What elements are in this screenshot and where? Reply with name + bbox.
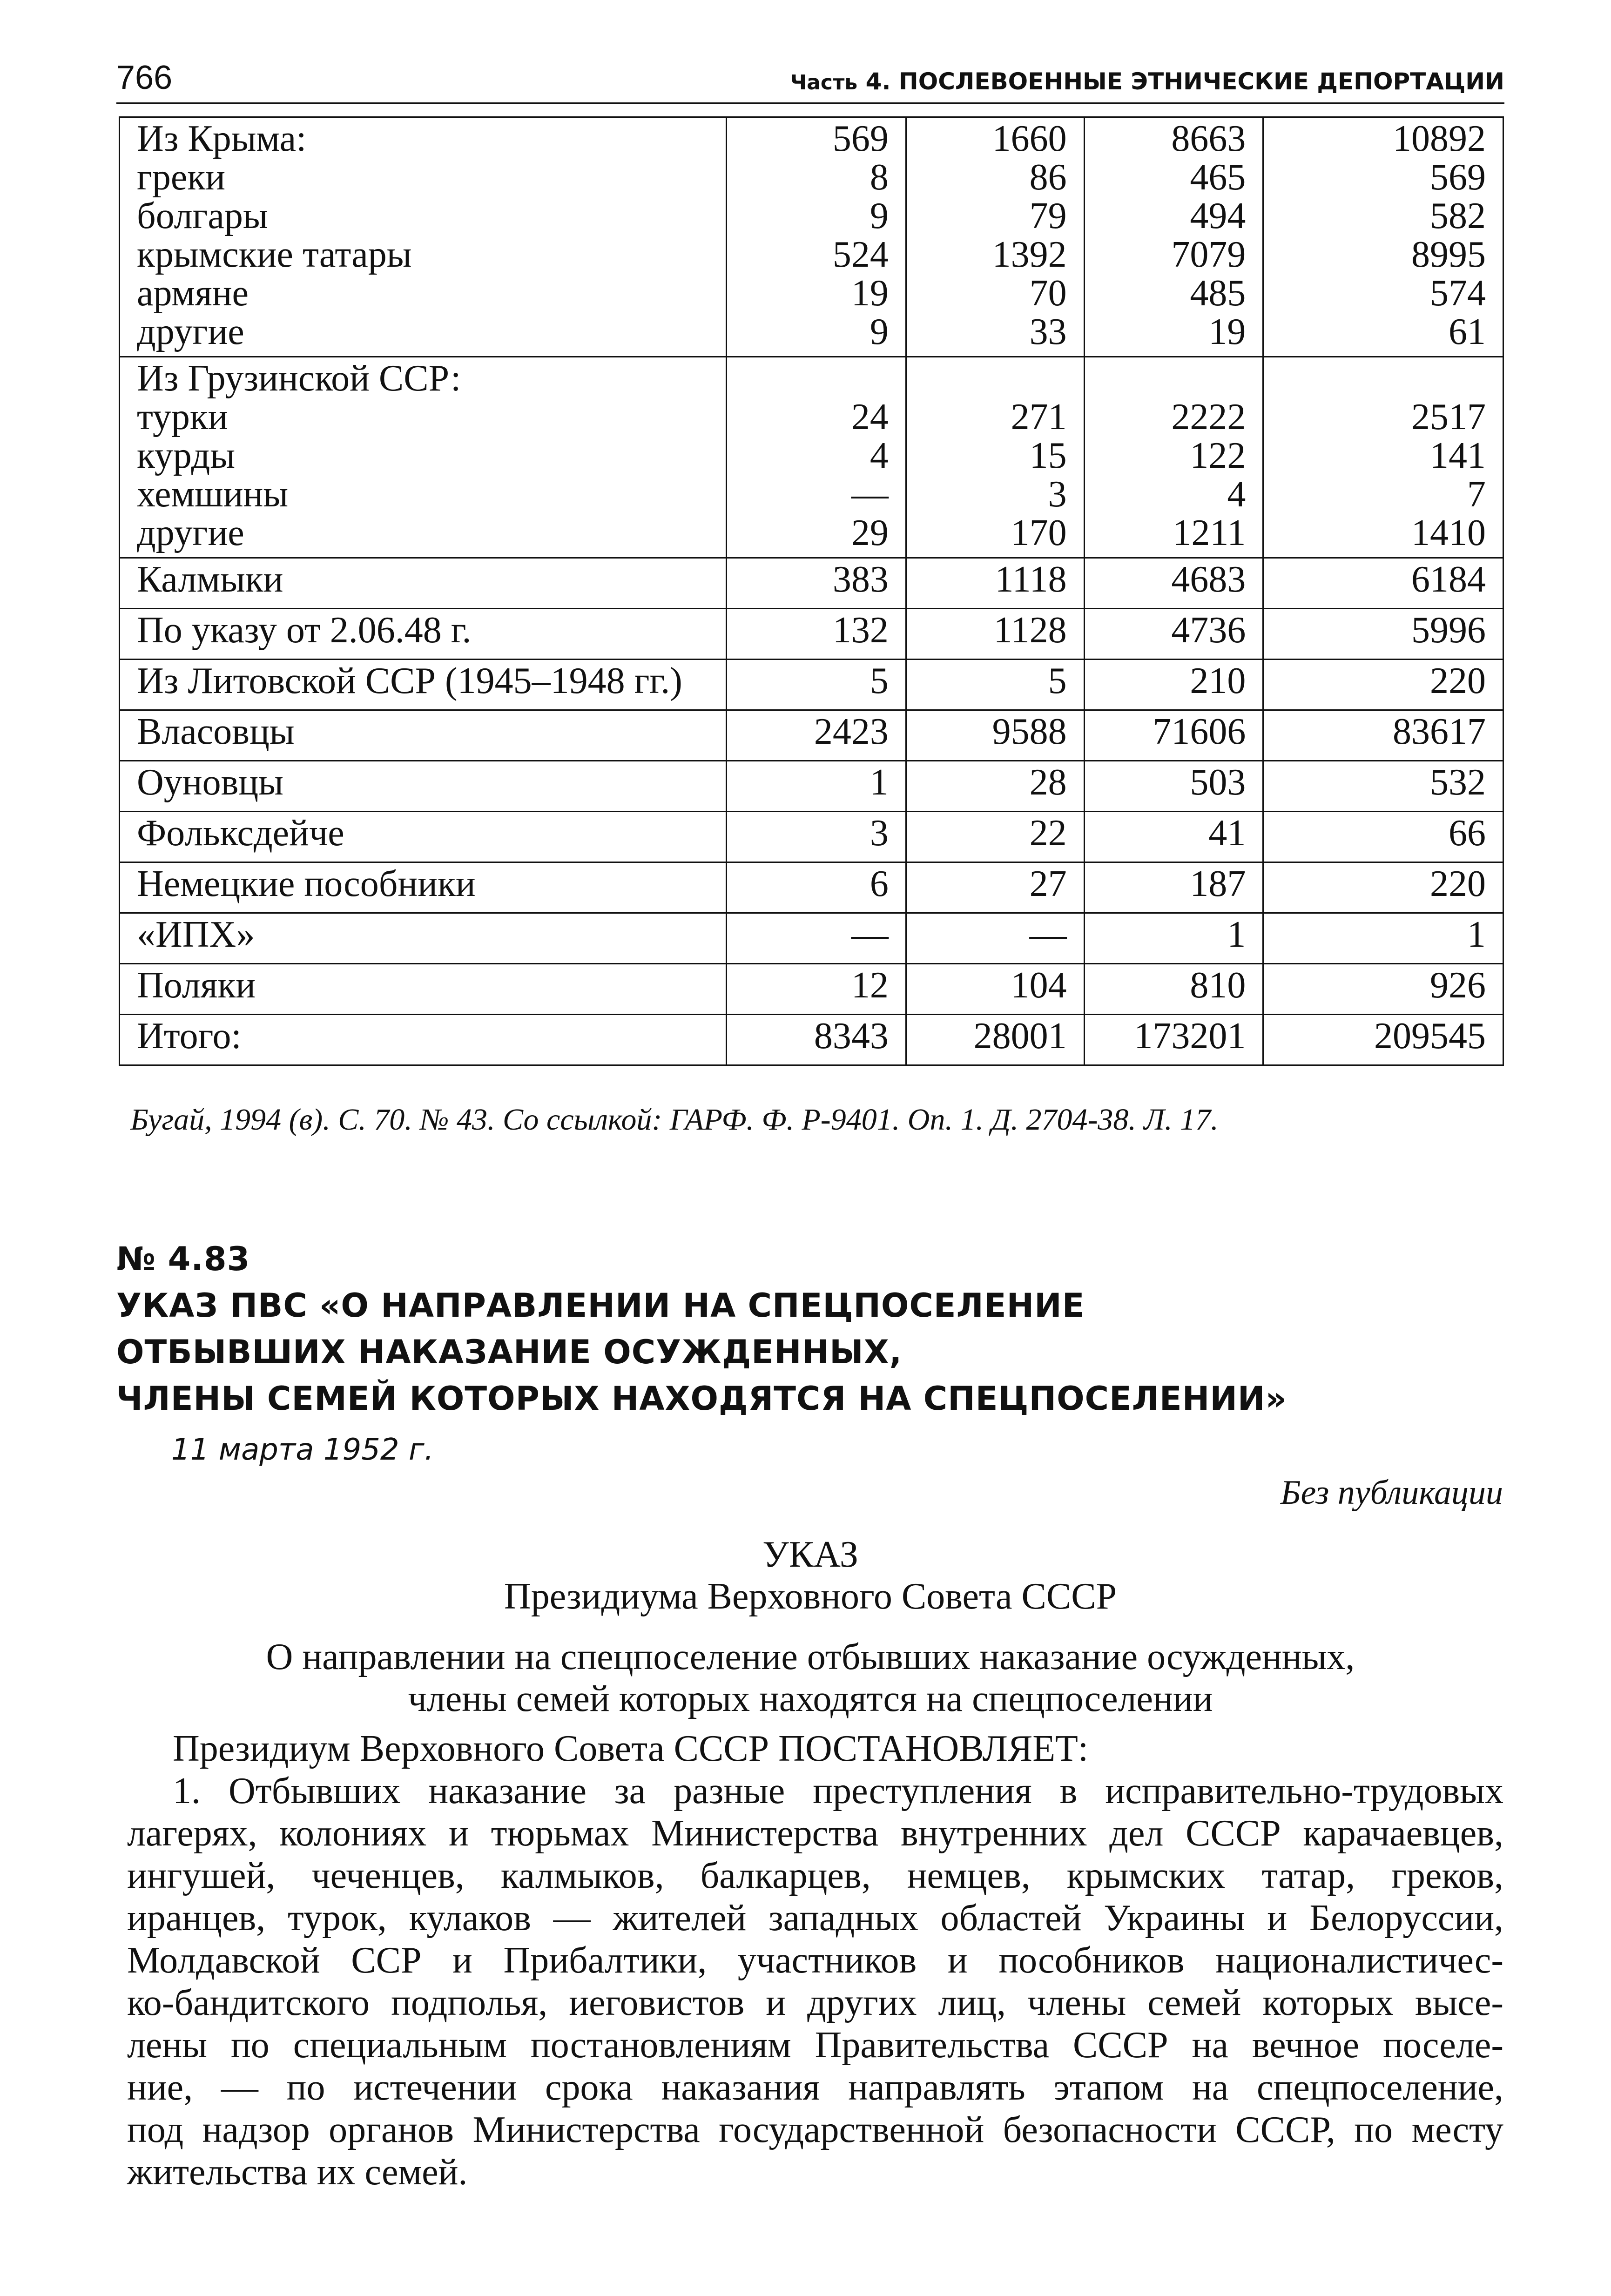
table-cell: [1281, 359, 1486, 398]
table-cell: 19: [851, 273, 889, 314]
table-cell: 141: [1430, 435, 1486, 476]
table-row: [120, 609, 1503, 660]
table-cell: 926: [1263, 964, 1503, 1015]
table-cell: 271: [1011, 397, 1067, 438]
table-cell: 2222: [1171, 397, 1246, 438]
table-cell: 132: [727, 609, 906, 660]
running-header: [116, 55, 1504, 104]
table-cell: 70: [1029, 273, 1067, 314]
row-label: Власовцы: [120, 710, 727, 761]
table-row: [120, 558, 1503, 609]
table-cell: 173201: [1084, 1015, 1263, 1065]
table-cell: 79: [1029, 195, 1067, 236]
table-row: [120, 913, 1503, 964]
table-cell: 383: [727, 558, 906, 609]
table-row: [120, 862, 1503, 913]
paragraph-line: ние, — по истечении срока наказания направлять этапом на спецпоселение,: [127, 2067, 1503, 2108]
decree-issuer: Президиума Верховного Совета СССР: [504, 1576, 1117, 1617]
table-cell: 4683: [1084, 558, 1263, 609]
table-cell: —: [851, 474, 889, 515]
row-label: армяне: [137, 273, 249, 314]
decree-heading: УКАЗ: [762, 1534, 858, 1575]
column-1-values: [727, 117, 906, 357]
part-title: 4. ПОСЛЕВОЕННЫЕ ЭТНИЧЕСКИЕ ДЕПОРТАЦИИ: [865, 68, 1504, 95]
table-row-group-georgia: [120, 357, 1503, 558]
table-cell: 1392: [992, 234, 1067, 275]
row-label: Из Крыма:: [137, 118, 307, 159]
table-cell: 66: [1263, 812, 1503, 862]
row-label: курды: [137, 435, 236, 476]
table-cell: 810: [1084, 964, 1263, 1015]
spacer: [116, 1617, 1504, 1636]
table-cell: 569: [1430, 157, 1486, 198]
row-label: хемшины: [137, 474, 289, 515]
table-cell: 8995: [1411, 234, 1486, 275]
table-cell: 220: [1263, 862, 1503, 913]
paragraph-line: ко-бандитского подполья, иеговистов и других лиц, члены семей которых высе-: [127, 1982, 1503, 2023]
row-label: другие: [137, 512, 244, 553]
table-cell: 582: [1430, 195, 1486, 236]
row-labels-crimea: [120, 117, 727, 357]
column-4-values: [1263, 117, 1503, 357]
table-cell: 1660: [992, 118, 1067, 159]
table-cell: 485: [1190, 273, 1246, 314]
table-cell: 1: [727, 761, 906, 812]
table-cell: 4: [1227, 474, 1246, 515]
row-label: Поляки: [120, 964, 727, 1015]
table-row: [120, 812, 1503, 862]
table-row: [120, 964, 1503, 1015]
table-cell: 524: [832, 234, 889, 275]
table-cell: 28001: [906, 1015, 1084, 1065]
table-cell: 494: [1190, 195, 1246, 236]
column-4-values: [1263, 357, 1503, 558]
column-1-values: [727, 357, 906, 558]
column-2-values: [906, 117, 1084, 357]
paragraph-line: 1. Отбывших наказание за разные преступления в исправительно-трудовых: [173, 1771, 1503, 1811]
table-cell: 8343: [727, 1015, 906, 1065]
table-cell: 86: [1029, 157, 1067, 198]
table-cell: 5: [727, 660, 906, 710]
table-cell: 210: [1084, 660, 1263, 710]
row-label: Немецкие пособники: [120, 862, 727, 913]
table-cell: 8: [870, 157, 889, 198]
row-label: турки: [137, 397, 228, 438]
column-2-values: [906, 357, 1084, 558]
document-title-line: УКАЗ ПВС «О НАПРАВЛЕНИИ НА СПЕЦПОСЕЛЕНИЕ: [116, 1286, 1085, 1325]
row-label: Фольксдейче: [120, 812, 727, 862]
table-row-total: [120, 1015, 1503, 1065]
table-cell: 24: [851, 397, 889, 438]
table-cell: 12: [727, 964, 906, 1015]
table-cell: 10892: [1393, 118, 1486, 159]
table-cell: [1102, 359, 1246, 398]
table-cell: 83617: [1263, 710, 1503, 761]
table-cell: 19: [1208, 311, 1246, 352]
table-cell: 503: [1084, 761, 1263, 812]
row-label: По указу от 2.06.48 г.: [120, 609, 727, 660]
document-number: № 4.83: [116, 1240, 250, 1278]
table-cell: 7079: [1171, 234, 1246, 275]
decree-intro: Президиум Верховного Совета СССР ПОСТАНОВЛЯЕТ:: [173, 1728, 1089, 1769]
table-cell: 569: [832, 118, 889, 159]
table-cell: 2423: [727, 710, 906, 761]
table-cell: 209545: [1263, 1015, 1503, 1065]
table-cell: 3: [727, 812, 906, 862]
paragraph-line: лены по специальным постановлениям Правительства СССР на вечное поселе-: [127, 2025, 1503, 2066]
paragraph-line: иранцев, турок, кулаков — жителей западных областей Украины и Белоруссии,: [127, 1898, 1503, 1939]
table-cell: 1: [1263, 913, 1503, 964]
table-cell: 220: [1263, 660, 1503, 710]
row-label: Из Грузинской ССР:: [137, 358, 461, 399]
table-cell: 187: [1084, 862, 1263, 913]
table-cell: 170: [1011, 512, 1067, 553]
row-label: болгары: [137, 195, 268, 236]
row-label: Калмыки: [120, 558, 727, 609]
table-cell: 27: [906, 862, 1084, 913]
table-row: [120, 660, 1503, 710]
paragraph-line: под надзор органов Министерства государственной безопасности СССР, по месту: [127, 2109, 1503, 2150]
table-cell: 465: [1190, 157, 1246, 198]
decree-subject-line: члены семей которых находятся на спецпоселении: [408, 1678, 1213, 1719]
table-cell: 532: [1263, 761, 1503, 812]
document-title-line: ЧЛЕНЫ СЕМЕЙ КОТОРЫХ НАХОДЯТСЯ НА СПЕЦПОСЕЛЕНИИ»: [116, 1380, 1287, 1418]
table-cell: 41: [1084, 812, 1263, 862]
document-heading: [116, 1236, 1287, 1422]
table-row: [120, 710, 1503, 761]
table-cell: 1118: [906, 558, 1084, 609]
paragraph-line: ингушей, чеченцев, калмыков, балкарцев, немцев, крымских татар, греков,: [127, 1855, 1503, 1896]
table-row: [120, 761, 1503, 812]
table-cell: 2517: [1411, 397, 1486, 438]
publication-note: Без публикации: [1280, 1474, 1503, 1512]
page-number: 766: [116, 59, 173, 96]
row-label: другие: [137, 311, 244, 352]
table-cell: 71606: [1084, 710, 1263, 761]
table-cell: —: [727, 913, 906, 964]
row-label: Оуновцы: [120, 761, 727, 812]
row-label: Итого:: [120, 1015, 727, 1065]
source-citation: Бугай, 1994 (в). С. 70. № 43. Со ссылкой: ГАРФ. Ф. Р-9401. Оп. 1. Д. 2704-38. Л. 17.: [130, 1103, 1219, 1137]
column-3-values: [1084, 117, 1263, 357]
table-cell: 5: [906, 660, 1084, 710]
paragraph-line: Молдавской ССР и Прибалтики, участников и пособников националистичес-: [127, 1940, 1503, 1981]
table-cell: 104: [906, 964, 1084, 1015]
table-cell: 29: [851, 512, 889, 553]
paragraph-line: жительства их семей.: [127, 2152, 468, 2193]
table-cell: 61: [1449, 311, 1486, 352]
row-label: Из Литовской ССР (1945–1948 гг.): [120, 660, 727, 710]
deportation-statistics-table: [119, 116, 1504, 1066]
table-cell: 6184: [1263, 558, 1503, 609]
table-cell: 122: [1190, 435, 1246, 476]
row-label: крымские татары: [137, 234, 412, 275]
table-cell: 3: [1048, 474, 1067, 515]
table-cell: 9588: [906, 710, 1084, 761]
table-cell: [744, 359, 889, 398]
running-head-title: [790, 68, 1504, 95]
column-3-values: [1084, 357, 1263, 558]
paragraph-line: лагерях, колониях и тюрьмах Министерства внутренних дел СССР карачаевцев,: [127, 1813, 1503, 1854]
part-label: Часть: [790, 71, 858, 94]
table-cell: 8663: [1171, 118, 1246, 159]
decree-paragraph-1: [127, 1770, 1503, 2194]
table-cell: 6: [727, 862, 906, 913]
table-cell: 1128: [906, 609, 1084, 660]
table-cell: 33: [1029, 311, 1067, 352]
row-label: «ИПХ»: [120, 913, 727, 964]
table-cell: 9: [870, 311, 889, 352]
row-label: греки: [137, 157, 225, 198]
table-cell: 7: [1467, 474, 1486, 515]
row-labels-georgia: [120, 357, 727, 558]
decree-subject-line: О направлении на спецпоселение отбывших наказание осужденных,: [266, 1636, 1355, 1677]
table-cell: 4: [870, 435, 889, 476]
table-cell: 1: [1084, 913, 1263, 964]
table-cell: 574: [1430, 273, 1486, 314]
table-row-group-crimea: [120, 117, 1503, 357]
table-cell: 9: [870, 195, 889, 236]
table-cell: 22: [906, 812, 1084, 862]
table-cell: 28: [906, 761, 1084, 812]
document-title-line: ОТБЫВШИХ НАКАЗАНИЕ ОСУЖДЕННЫХ,: [116, 1333, 903, 1371]
table-cell: 4736: [1084, 609, 1263, 660]
table-cell: 15: [1029, 435, 1067, 476]
table-cell: —: [906, 913, 1084, 964]
decree-body: [127, 1728, 1503, 2194]
table-cell: 5996: [1263, 609, 1503, 660]
table-cell: 1211: [1173, 512, 1246, 553]
table-cell: [923, 359, 1067, 398]
document-date: 11 марта 1952 г.: [171, 1433, 434, 1467]
decree-title-block: [116, 1534, 1504, 1720]
table-cell: 1410: [1411, 512, 1486, 553]
